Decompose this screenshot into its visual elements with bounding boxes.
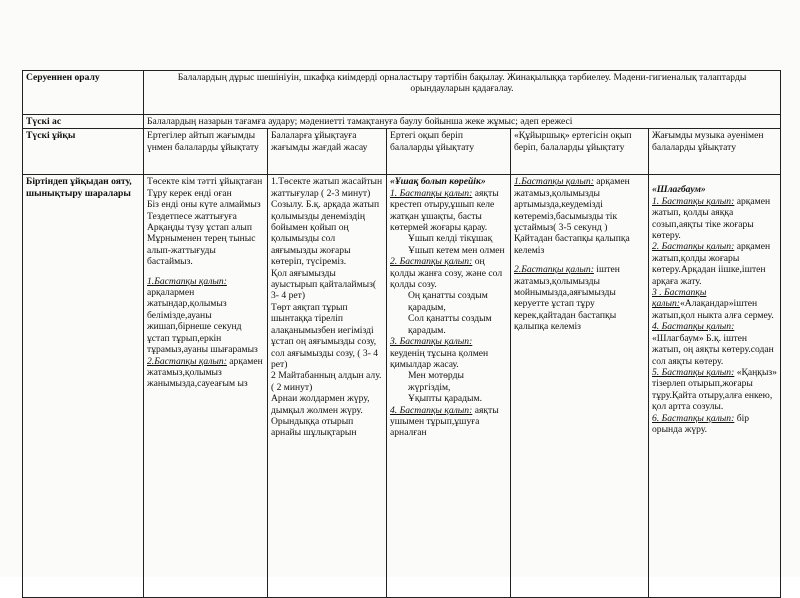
- exercise-title: «Шлагбаум»: [652, 184, 706, 196]
- step-heading: 1. Бастапқы қалып:: [652, 195, 735, 207]
- rhyme-line: Мен мотөрды жүргіздім,: [408, 370, 464, 393]
- rhyme-line: Оң қанатты создым қарадым,: [408, 290, 488, 313]
- wake-text: Тұру керек енді оған: [147, 187, 232, 199]
- row-lunch: [23, 115, 781, 129]
- wake-text: Созылу. Б.қ. арқада жатып қолымызды денеміздің бойымен қойып оң қолымызды сол аяғымызды жоғары көтеріп, түсіреміз.: [271, 199, 380, 268]
- wake-text: Төрт аяқтап тұрып шынтаққа тіреліп алақанымызбен иегімізді ұстап оң аяғымызды созу, сол аяғымызды созу, ( 3- 4 рет): [271, 301, 379, 370]
- row-text: Балалардың дұрыс шешініуін, шкафқа киімдерді орналастыру тәртібін бақылау. Жинақылыққа тәрбиелеу. Мәдени-гигиеналық талаптарды орындауларын қадағалау.: [144, 71, 781, 115]
- step-heading: 1.Бастапқы қалып:: [147, 275, 227, 287]
- exercise-title: «Ұшақ болып көрейік»: [390, 176, 486, 188]
- nap-header-1: Ертегілер айтып жағымды үнмен балаларды ұйықтату: [144, 129, 268, 175]
- nap-header-3: Ертегі оқып беріп балаларды ұйықтату: [387, 129, 511, 175]
- row-label: Біртіндеп ұйқыдан ояту, шынықтыру шаралары: [23, 175, 144, 598]
- wake-col-4: [511, 175, 649, 598]
- step-heading: 2. Бастапқы қалып:: [652, 241, 735, 253]
- wake-text: Мұрныменен терең тыныс алып-жаттығуды бастаймыз.: [147, 233, 256, 268]
- step-text: «Қаңқыз» тізерлеп отырып,жоғары тұру.Қайта отыру,алға енкею, қол артта созулы.: [652, 366, 777, 413]
- step-heading: 6. Бастапқы қалып:: [652, 412, 735, 424]
- step-text: бір орында жүру.: [652, 412, 750, 435]
- nap-header-5: Жағымды музыка әуенімен балаларды ұйықтату: [649, 129, 781, 175]
- step-text: «Шлагбаум» Б.қ. іштен жатып, оң аяқты көтеру.содан сол аяқты көтеру.: [652, 332, 774, 367]
- row-label: Түскі ұйқы: [23, 129, 144, 175]
- row-text: Балалардың назарын тағамға аудару; мәдениетті тамақтануға баулу бойынша жеке жұмыс; әдеп ережесі: [144, 115, 781, 129]
- step-text: аяқты крестеп отыру,ұшып келе жатқан ұшақты, басты көтермей жоғары қарау.: [390, 187, 499, 234]
- wake-col-3: [387, 175, 511, 598]
- step-heading: 3 . Бастапқы қалып:: [652, 287, 707, 310]
- step-text: кеуденің тұсына қолмен қимылдар жасау.: [390, 347, 489, 370]
- step-text: «Алақандар»іштен жатып,қол ныкта алға сермеу.: [652, 298, 774, 321]
- wake-text: Төсекте кім тәтті ұйықтаған: [147, 176, 263, 188]
- wake-text: Орындыққа отырып арнайы шұлықтарын: [271, 415, 357, 439]
- step-heading: 2.Бастапқы қалып:: [147, 355, 227, 367]
- step-text: арқамен жатып, қолды аяққа созып,аяқты тіке жоғары көтеру.: [652, 195, 771, 242]
- step-heading: 1. Бастапқы қалып:: [390, 187, 473, 199]
- step-heading: 4. Бастапқы қалып:: [652, 321, 735, 333]
- step-heading: 1.Бастапқы қалып:: [514, 176, 594, 188]
- wake-col-2: [268, 175, 387, 598]
- row-label: Серуеннен оралу: [23, 71, 144, 115]
- step-heading: 2. Бастапқы қалып:: [390, 256, 473, 268]
- rhyme-line: Ұқыпты қарадым.: [408, 393, 482, 405]
- step-text: арқалармен жатындар,қолымыз белімізде,ауаны жишап,бірнеше секунд ұстап тұрып,еркін тұрамыз,ауаны шығарамыз: [147, 287, 258, 356]
- step-text: арқамен жатамыз,қолымызды артымызда,кеудемізді көтереміз,басымызды тік ұстаймыз( 3-5 секунд ): [514, 176, 630, 234]
- step-text: іштен жатамыз,қолымызды мойнымызда,аяғымызды керуетте ұстап тұру керек,қайтадан бастапқы қалыпқа келеміз: [514, 264, 620, 333]
- wake-text: Қайтадан бастапқы қалыпқа келеміз: [514, 233, 630, 256]
- schedule-table: [22, 70, 781, 598]
- wake-text: Арнаи жолдармен жүру, дымқыл жолмен жүру.: [271, 393, 370, 416]
- row-label: Түскі ас: [23, 115, 144, 129]
- wake-col-5: [649, 175, 781, 598]
- wake-text: Тездетпесе жаттығуға: [147, 210, 237, 222]
- step-text: арқамен жатып,қолды жоғары көтеру.Арқадан іішке,іштен арқаға жату.: [652, 241, 771, 287]
- rhyme-line: Ұшып келді тікұшақ: [408, 233, 493, 245]
- step-heading: 3. Бастапқы қалып:: [390, 336, 473, 348]
- step-heading: 2.Бастапқы қалып:: [514, 264, 594, 276]
- rhyme-line: Сол қанатты создым қарадым.: [408, 313, 492, 336]
- wake-text: 1.Төсекте жатып жасайтын жаттығулар ( 2-3 минут): [271, 176, 383, 199]
- wake-text: 2 Майтабанның алдын алу. ( 2 минут): [271, 370, 382, 393]
- step-heading: 4. Бастапқы қалып:: [390, 404, 473, 416]
- step-text: арқамен жатамыз,қолымыз жанымызда,сауеағым ыз: [147, 355, 263, 390]
- step-text: аяқты ушымен тұрып,ұшуға арналған: [390, 404, 499, 439]
- rhyme-line: Ұшып кетем мен олмен: [408, 244, 505, 256]
- row-wake: [23, 175, 781, 598]
- nap-header-2: Балаларға ұйықтауға жағымды жағдай жасау: [268, 129, 387, 175]
- wake-text: Біз енді оны күте алмаймыз: [147, 199, 261, 211]
- step-heading: 5. Бастапқы қалып:: [652, 366, 735, 378]
- row-nap: [23, 129, 781, 175]
- wake-text: Арқаңды түзу ұстап алып: [147, 222, 253, 234]
- wake-col-1: [144, 175, 268, 598]
- step-text: оң қолды жанға созу, жәнe сол қолды созу.: [390, 256, 503, 291]
- wake-text: Қол аяғымызды ауыстырып қайталаймыз( 3- 4 рет): [271, 267, 377, 302]
- nap-header-4: «Құйыршық» ертегісін оқып беріп, балаларды ұйықтату: [511, 129, 649, 175]
- row-walk-return: [23, 71, 781, 115]
